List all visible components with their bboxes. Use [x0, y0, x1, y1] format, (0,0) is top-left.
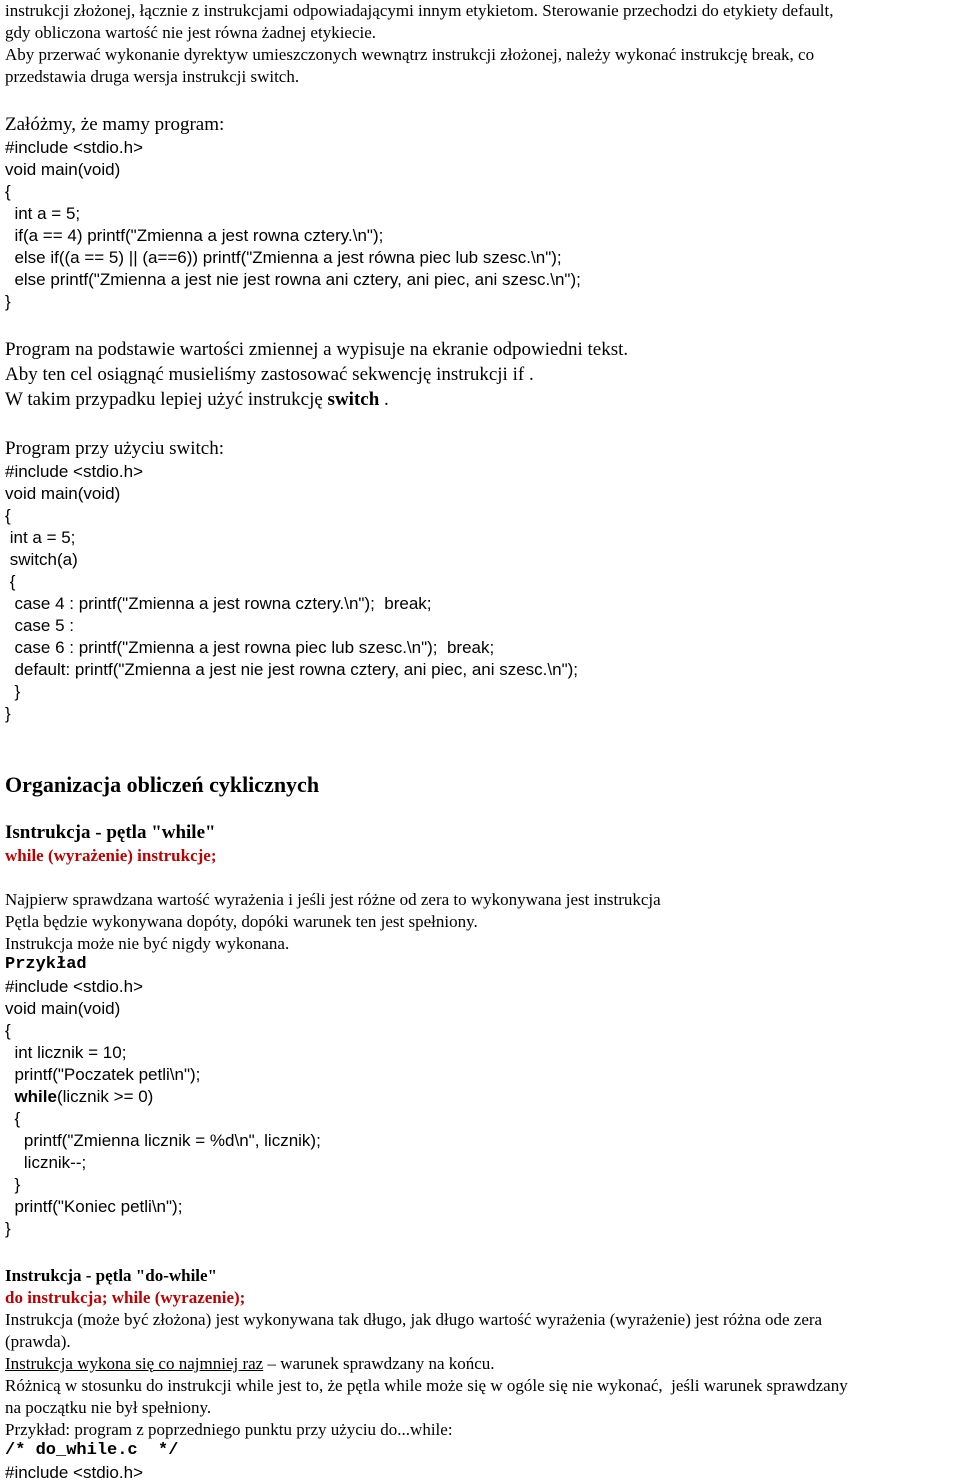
while-desc: Instrukcja może nie być nigdy wykonana. — [5, 934, 290, 953]
code-line: { — [5, 506, 11, 525]
code-line: { — [5, 1109, 21, 1128]
code-line: default: printf("Zmienna a jest nie jest rowna cztery, ani piec, ani szesc.\n"); — [5, 660, 579, 679]
code-line: } — [5, 1175, 21, 1194]
while-keyword: while — [14, 1087, 57, 1106]
while-syntax: while (wyrażenie) instrukcje; — [5, 846, 217, 865]
code-line: { — [5, 182, 11, 201]
code-line: { — [5, 572, 16, 591]
do-while-desc: na początku nie był spełniony. — [5, 1398, 212, 1417]
do-while-desc: Instrukcja (może być złożona) jest wykonywana tak długo, jak długo wartość wyrażenia (wyrażenie) jest różna ode zera — [5, 1310, 823, 1329]
explain-line: Aby ten cel osiągnąć musieliśmy zastosować sekwencję instrukcji if . — [5, 364, 534, 385]
intro-line: Aby przerwać wykonanie dyrektyw umieszczonych wewnątrz instrukcji złożonej, należy wykonać instrukcję break, co — [5, 45, 815, 64]
explain-line: Program na podstawie wartości zmiennej a wypisuje na ekranie odpowiedni tekst. — [5, 339, 629, 360]
code-comment: /* do_while.c */ — [5, 1441, 179, 1460]
explain-text: W takim przypadku lepiej użyć instrukcję — [5, 389, 328, 410]
code-line: case 6 : printf("Zmienna a jest rowna piec lub szesc.\n"); break; — [5, 638, 495, 657]
do-while-text: – warunek sprawdzany na końcu. — [263, 1354, 495, 1373]
code-line: void main(void) — [5, 484, 121, 503]
code-line: if(a == 4) printf("Zmienna a jest rowna cztery.\n"); — [5, 226, 384, 245]
do-while-title: Instrukcja - pętla "do-while" — [5, 1266, 218, 1285]
code-line: printf("Poczatek petli\n"); — [5, 1065, 201, 1084]
code-line: void main(void) — [5, 999, 121, 1018]
code-line: } — [5, 682, 21, 701]
do-while-desc: Różnicą w stosunku do instrukcji while jest to, że pętla while może się w ogóle się nie wykonać, jeśli warunek sprawdzany — [5, 1376, 848, 1395]
while-desc: Pętla będzie wykonywana dopóty, dopóki warunek ten jest spełniony. — [5, 912, 478, 931]
code-line: #include <stdio.h> — [5, 462, 143, 481]
code-line: { — [5, 1021, 11, 1040]
code-line: int licznik = 10; — [5, 1043, 127, 1062]
code-line: #include <stdio.h> — [5, 138, 143, 157]
while-desc: Najpierw sprawdzana wartość wyrażenia i jeśli jest różne od zera to wykonywana jest instrukcja — [5, 890, 661, 909]
intro-line: instrukcji złożonej, łącznie z instrukcjami odpowiadającymi innym etykietom. Sterowanie przechodzi do etykiety default, — [5, 1, 834, 20]
code-line: } — [5, 292, 11, 311]
while-condition: (licznik >= 0) — [56, 1087, 154, 1106]
do-while-desc — [5, 1353, 495, 1375]
do-while-desc: (prawda). — [5, 1332, 71, 1351]
code-line — [5, 1086, 153, 1108]
code-line: printf("Koniec petli\n"); — [5, 1197, 183, 1216]
while-title: Isntrukcja - pętla "while" — [5, 822, 216, 843]
code-line: licznik--; — [5, 1153, 87, 1172]
program2-heading: Program przy użyciu switch: — [5, 438, 224, 459]
intro-line: gdy obliczona wartość nie jest równa żadnej etykiecie. — [5, 23, 377, 42]
program1-heading: Załóżmy, że mamy program: — [5, 114, 225, 135]
code-line: case 4 : printf("Zmienna a jest rowna cztery.\n"); break; — [5, 594, 432, 613]
code-line: #include <stdio.h> — [5, 1463, 143, 1482]
code-line: #include <stdio.h> — [5, 977, 143, 996]
explain-text: . — [379, 389, 389, 410]
code-line: case 5 : — [5, 616, 74, 635]
do-while-syntax: do instrukcja; while (wyrazenie); — [5, 1288, 246, 1307]
code-line: switch(a) — [5, 550, 78, 569]
do-while-emphasis: Instrukcja wykona się co najmniej raz — [5, 1354, 264, 1373]
intro-line: przedstawia druga wersja instrukcji switch. — [5, 67, 300, 86]
code-line: void main(void) — [5, 160, 121, 179]
switch-keyword: switch — [327, 389, 380, 410]
code-line: printf("Zmienna licznik = %d\n", licznik); — [5, 1131, 321, 1150]
explain-line — [5, 388, 389, 412]
do-while-desc: Przykład: program z poprzedniego punktu przy użyciu do...while: — [5, 1420, 453, 1439]
section-title: Organizacja obliczeń cyklicznych — [5, 772, 320, 797]
code-line: } — [5, 704, 11, 723]
code-line: int a = 5; — [5, 528, 76, 547]
code-line: else printf("Zmienna a jest nie jest rowna ani cztery, ani piec, ani szesc.\n"); — [5, 270, 581, 289]
example-label: Przykład — [5, 955, 87, 974]
code-line: else if((a == 5) || (a==6)) printf("Zmienna a jest równa piec lub szesc.\n"); — [5, 248, 562, 267]
code-line: int a = 5; — [5, 204, 81, 223]
code-line: } — [5, 1219, 11, 1238]
